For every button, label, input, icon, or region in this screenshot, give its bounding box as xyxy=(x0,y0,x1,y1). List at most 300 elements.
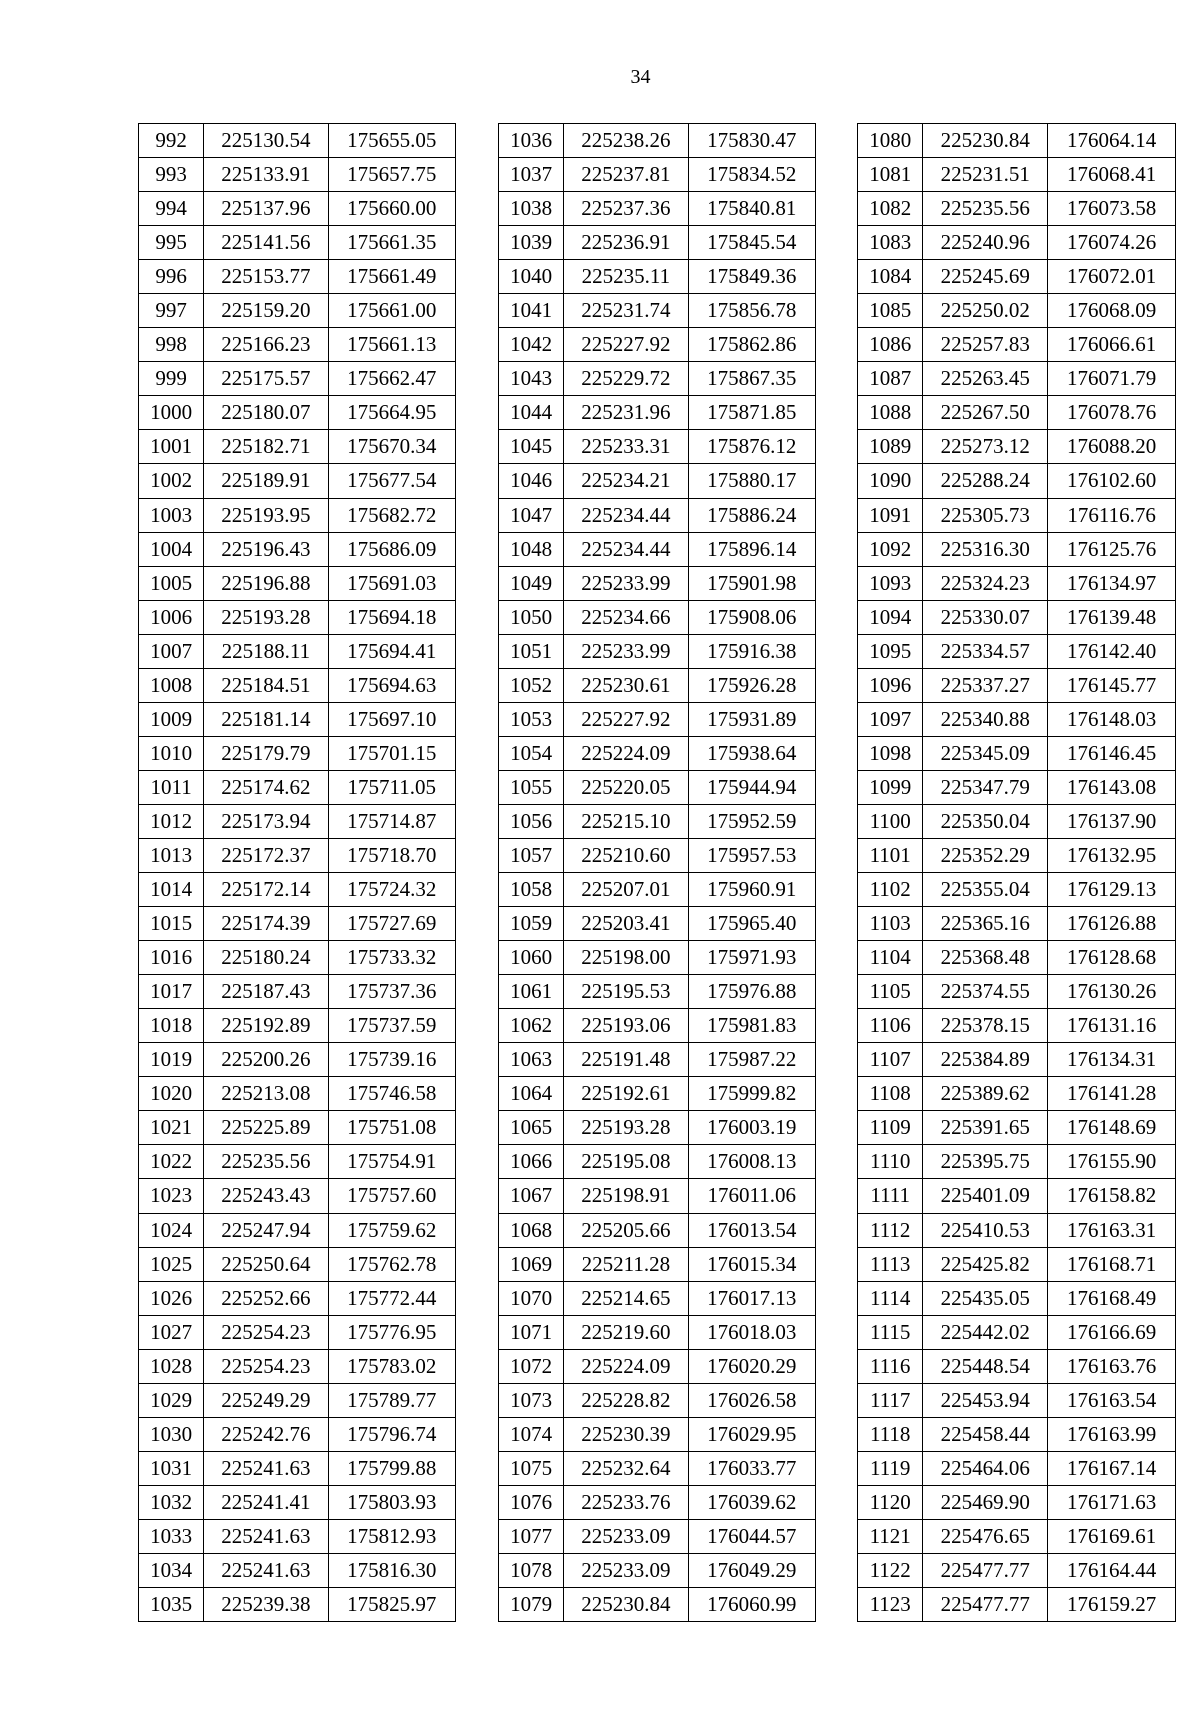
x-coordinate-cell: 225193.06 xyxy=(564,1009,688,1043)
y-coordinate-cell: 176167.14 xyxy=(1048,1451,1176,1485)
y-coordinate-cell: 175662.47 xyxy=(328,362,455,396)
x-coordinate-cell: 225469.90 xyxy=(923,1485,1048,1519)
y-coordinate-cell: 176145.77 xyxy=(1048,668,1176,702)
y-coordinate-cell: 175845.54 xyxy=(688,226,815,260)
table-row xyxy=(858,1315,1176,1349)
table-row xyxy=(499,158,816,192)
y-coordinate-cell: 176128.68 xyxy=(1048,941,1176,975)
x-coordinate-cell: 225395.75 xyxy=(923,1145,1048,1179)
table-row xyxy=(499,1553,816,1587)
point-number-cell: 1049 xyxy=(499,566,564,600)
table-row xyxy=(499,668,816,702)
table-row xyxy=(499,294,816,328)
x-coordinate-cell: 225249.29 xyxy=(204,1383,328,1417)
point-number-cell: 1123 xyxy=(858,1588,923,1622)
point-number-cell: 1001 xyxy=(139,430,204,464)
x-coordinate-cell: 225211.28 xyxy=(564,1247,688,1281)
table-row xyxy=(858,1281,1176,1315)
point-number-cell: 1041 xyxy=(499,294,564,328)
y-coordinate-cell: 176039.62 xyxy=(688,1485,815,1519)
point-number-cell: 1062 xyxy=(499,1009,564,1043)
x-coordinate-cell: 225166.23 xyxy=(204,328,328,362)
x-coordinate-cell: 225200.26 xyxy=(204,1043,328,1077)
y-coordinate-cell: 176064.14 xyxy=(1048,124,1176,158)
y-coordinate-cell: 175670.34 xyxy=(328,430,455,464)
point-number-cell: 1051 xyxy=(499,634,564,668)
table-row xyxy=(499,736,816,770)
x-coordinate-cell: 225180.24 xyxy=(204,941,328,975)
table-row xyxy=(858,396,1176,430)
x-coordinate-cell: 225241.63 xyxy=(204,1519,328,1553)
y-coordinate-cell: 176148.69 xyxy=(1048,1111,1176,1145)
x-coordinate-cell: 225237.81 xyxy=(564,158,688,192)
point-number-cell: 1035 xyxy=(139,1588,204,1622)
y-coordinate-cell: 176166.69 xyxy=(1048,1315,1176,1349)
x-coordinate-cell: 225228.82 xyxy=(564,1383,688,1417)
y-coordinate-cell: 176102.60 xyxy=(1048,464,1176,498)
point-number-cell: 1022 xyxy=(139,1145,204,1179)
point-number-cell: 1036 xyxy=(499,124,564,158)
table-row xyxy=(499,941,816,975)
x-coordinate-cell: 225236.91 xyxy=(564,226,688,260)
y-coordinate-cell: 175686.09 xyxy=(328,532,455,566)
y-coordinate-cell: 176008.13 xyxy=(688,1145,815,1179)
point-number-cell: 1076 xyxy=(499,1485,564,1519)
y-coordinate-cell: 176134.97 xyxy=(1048,566,1176,600)
x-coordinate-cell: 225207.01 xyxy=(564,873,688,907)
x-coordinate-cell: 225250.64 xyxy=(204,1247,328,1281)
y-coordinate-cell: 175871.85 xyxy=(688,396,815,430)
y-coordinate-cell: 176169.61 xyxy=(1048,1519,1176,1553)
x-coordinate-cell: 225230.39 xyxy=(564,1417,688,1451)
y-coordinate-cell: 176143.08 xyxy=(1048,770,1176,804)
x-coordinate-cell: 225224.09 xyxy=(564,1349,688,1383)
x-coordinate-cell: 225237.36 xyxy=(564,192,688,226)
table-row xyxy=(139,1383,456,1417)
x-coordinate-cell: 225389.62 xyxy=(923,1077,1048,1111)
y-coordinate-cell: 175718.70 xyxy=(328,838,455,872)
y-coordinate-cell: 175746.58 xyxy=(328,1077,455,1111)
point-number-cell: 1038 xyxy=(499,192,564,226)
point-number-cell: 1074 xyxy=(499,1417,564,1451)
point-number-cell: 1033 xyxy=(139,1519,204,1553)
x-coordinate-cell: 225374.55 xyxy=(923,975,1048,1009)
y-coordinate-cell: 175759.62 xyxy=(328,1213,455,1247)
table-row xyxy=(499,804,816,838)
x-coordinate-cell: 225172.14 xyxy=(204,873,328,907)
table-row xyxy=(858,1077,1176,1111)
point-number-cell: 1032 xyxy=(139,1485,204,1519)
table-row xyxy=(139,1247,456,1281)
table-row xyxy=(139,1485,456,1519)
x-coordinate-cell: 225215.10 xyxy=(564,804,688,838)
x-coordinate-cell: 225184.51 xyxy=(204,668,328,702)
y-coordinate-cell: 175655.05 xyxy=(328,124,455,158)
x-coordinate-cell: 225345.09 xyxy=(923,736,1048,770)
table-row xyxy=(499,1077,816,1111)
y-coordinate-cell: 176029.95 xyxy=(688,1417,815,1451)
y-coordinate-cell: 176129.13 xyxy=(1048,873,1176,907)
table-row xyxy=(139,1009,456,1043)
point-number-cell: 1070 xyxy=(499,1281,564,1315)
y-coordinate-cell: 175931.89 xyxy=(688,702,815,736)
point-number-cell: 1098 xyxy=(858,736,923,770)
x-coordinate-cell: 225305.73 xyxy=(923,498,1048,532)
x-coordinate-cell: 225476.65 xyxy=(923,1519,1048,1553)
point-number-cell: 992 xyxy=(139,124,204,158)
y-coordinate-cell: 176125.76 xyxy=(1048,532,1176,566)
y-coordinate-cell: 175849.36 xyxy=(688,260,815,294)
point-number-cell: 1080 xyxy=(858,124,923,158)
table-row xyxy=(139,226,456,260)
table-row xyxy=(139,668,456,702)
table-row xyxy=(139,1111,456,1145)
point-number-cell: 1112 xyxy=(858,1213,923,1247)
x-coordinate-cell: 225334.57 xyxy=(923,634,1048,668)
x-coordinate-cell: 225233.09 xyxy=(564,1519,688,1553)
x-coordinate-cell: 225241.63 xyxy=(204,1553,328,1587)
point-number-cell: 1115 xyxy=(858,1315,923,1349)
table-row xyxy=(139,192,456,226)
x-coordinate-cell: 225233.76 xyxy=(564,1485,688,1519)
point-number-cell: 1014 xyxy=(139,873,204,907)
x-coordinate-cell: 225250.02 xyxy=(923,294,1048,328)
y-coordinate-cell: 175661.35 xyxy=(328,226,455,260)
table-row xyxy=(499,192,816,226)
point-number-cell: 994 xyxy=(139,192,204,226)
y-coordinate-cell: 176071.79 xyxy=(1048,362,1176,396)
point-number-cell: 1006 xyxy=(139,600,204,634)
x-coordinate-cell: 225378.15 xyxy=(923,1009,1048,1043)
point-number-cell: 1025 xyxy=(139,1247,204,1281)
x-coordinate-cell: 225224.09 xyxy=(564,736,688,770)
x-coordinate-cell: 225213.08 xyxy=(204,1077,328,1111)
table-row xyxy=(139,532,456,566)
table-row xyxy=(858,1485,1176,1519)
point-number-cell: 1111 xyxy=(858,1179,923,1213)
table-row xyxy=(858,1247,1176,1281)
point-number-cell: 1077 xyxy=(499,1519,564,1553)
point-number-cell: 1122 xyxy=(858,1553,923,1587)
x-coordinate-cell: 225175.57 xyxy=(204,362,328,396)
y-coordinate-cell: 175981.83 xyxy=(688,1009,815,1043)
table-row xyxy=(139,1213,456,1247)
point-number-cell: 1044 xyxy=(499,396,564,430)
point-number-cell: 1104 xyxy=(858,941,923,975)
table-row xyxy=(858,600,1176,634)
x-coordinate-cell: 225257.83 xyxy=(923,328,1048,362)
y-coordinate-cell: 176134.31 xyxy=(1048,1043,1176,1077)
point-number-cell: 1081 xyxy=(858,158,923,192)
x-coordinate-cell: 225182.71 xyxy=(204,430,328,464)
table-row xyxy=(139,1043,456,1077)
point-number-cell: 1089 xyxy=(858,430,923,464)
y-coordinate-cell: 175799.88 xyxy=(328,1451,455,1485)
table-row xyxy=(858,1213,1176,1247)
table-row xyxy=(139,634,456,668)
x-coordinate-cell: 225267.50 xyxy=(923,396,1048,430)
y-coordinate-cell: 176131.16 xyxy=(1048,1009,1176,1043)
table-row xyxy=(139,260,456,294)
x-coordinate-cell: 225234.66 xyxy=(564,600,688,634)
y-coordinate-cell: 176088.20 xyxy=(1048,430,1176,464)
table-body xyxy=(858,124,1176,1622)
x-coordinate-cell: 225231.96 xyxy=(564,396,688,430)
x-coordinate-cell: 225347.79 xyxy=(923,770,1048,804)
x-coordinate-cell: 225241.41 xyxy=(204,1485,328,1519)
y-coordinate-cell: 176020.29 xyxy=(688,1349,815,1383)
table-row xyxy=(858,260,1176,294)
table-row xyxy=(499,907,816,941)
point-number-cell: 1108 xyxy=(858,1077,923,1111)
point-number-cell: 1043 xyxy=(499,362,564,396)
y-coordinate-cell: 175862.86 xyxy=(688,328,815,362)
point-number-cell: 1060 xyxy=(499,941,564,975)
point-number-cell: 1019 xyxy=(139,1043,204,1077)
x-coordinate-cell: 225337.27 xyxy=(923,668,1048,702)
y-coordinate-cell: 176142.40 xyxy=(1048,634,1176,668)
x-coordinate-cell: 225233.99 xyxy=(564,566,688,600)
y-coordinate-cell: 175908.06 xyxy=(688,600,815,634)
coordinate-table-3 xyxy=(857,123,1176,1622)
y-coordinate-cell: 175733.32 xyxy=(328,941,455,975)
y-coordinate-cell: 175965.40 xyxy=(688,907,815,941)
table-row xyxy=(499,328,816,362)
y-coordinate-cell: 175938.64 xyxy=(688,736,815,770)
point-number-cell: 1095 xyxy=(858,634,923,668)
table-row xyxy=(858,1417,1176,1451)
table-row xyxy=(858,1111,1176,1145)
x-coordinate-cell: 225425.82 xyxy=(923,1247,1048,1281)
x-coordinate-cell: 225435.05 xyxy=(923,1281,1048,1315)
y-coordinate-cell: 175926.28 xyxy=(688,668,815,702)
x-coordinate-cell: 225242.76 xyxy=(204,1417,328,1451)
point-number-cell: 1053 xyxy=(499,702,564,736)
x-coordinate-cell: 225288.24 xyxy=(923,464,1048,498)
point-number-cell: 1113 xyxy=(858,1247,923,1281)
y-coordinate-cell: 175796.74 xyxy=(328,1417,455,1451)
table-row xyxy=(858,294,1176,328)
point-number-cell: 1000 xyxy=(139,396,204,430)
point-number-cell: 1039 xyxy=(499,226,564,260)
x-coordinate-cell: 225153.77 xyxy=(204,260,328,294)
y-coordinate-cell: 176017.13 xyxy=(688,1281,815,1315)
y-coordinate-cell: 175664.95 xyxy=(328,396,455,430)
y-coordinate-cell: 176126.88 xyxy=(1048,907,1176,941)
table-row xyxy=(499,1315,816,1349)
point-number-cell: 1017 xyxy=(139,975,204,1009)
table-row xyxy=(858,907,1176,941)
table-row xyxy=(499,430,816,464)
point-number-cell: 1068 xyxy=(499,1213,564,1247)
point-number-cell: 1050 xyxy=(499,600,564,634)
table-row xyxy=(139,362,456,396)
y-coordinate-cell: 175737.59 xyxy=(328,1009,455,1043)
y-coordinate-cell: 175976.88 xyxy=(688,975,815,1009)
point-number-cell: 1010 xyxy=(139,736,204,770)
point-number-cell: 1097 xyxy=(858,702,923,736)
x-coordinate-cell: 225235.11 xyxy=(564,260,688,294)
point-number-cell: 1034 xyxy=(139,1553,204,1587)
x-coordinate-cell: 225233.09 xyxy=(564,1553,688,1587)
point-number-cell: 1045 xyxy=(499,430,564,464)
y-coordinate-cell: 176116.76 xyxy=(1048,498,1176,532)
y-coordinate-cell: 176139.48 xyxy=(1048,600,1176,634)
table-row xyxy=(139,975,456,1009)
point-number-cell: 1008 xyxy=(139,668,204,702)
table-row xyxy=(858,1043,1176,1077)
table-row xyxy=(139,1145,456,1179)
point-number-cell: 1087 xyxy=(858,362,923,396)
table-row xyxy=(139,396,456,430)
table-row xyxy=(858,1553,1176,1587)
y-coordinate-cell: 176033.77 xyxy=(688,1451,815,1485)
point-number-cell: 1015 xyxy=(139,907,204,941)
y-coordinate-cell: 175776.95 xyxy=(328,1315,455,1349)
table-row xyxy=(858,873,1176,907)
point-number-cell: 1040 xyxy=(499,260,564,294)
point-number-cell: 1031 xyxy=(139,1451,204,1485)
table-row xyxy=(139,328,456,362)
table-row xyxy=(858,975,1176,1009)
x-coordinate-cell: 225324.23 xyxy=(923,566,1048,600)
table-body xyxy=(139,124,456,1622)
table-row xyxy=(139,804,456,838)
y-coordinate-cell: 175896.14 xyxy=(688,532,815,566)
y-coordinate-cell: 175661.00 xyxy=(328,294,455,328)
y-coordinate-cell: 175694.41 xyxy=(328,634,455,668)
y-coordinate-cell: 175960.91 xyxy=(688,873,815,907)
x-coordinate-cell: 225227.92 xyxy=(564,328,688,362)
x-coordinate-cell: 225235.56 xyxy=(204,1145,328,1179)
y-coordinate-cell: 175971.93 xyxy=(688,941,815,975)
point-number-cell: 999 xyxy=(139,362,204,396)
point-number-cell: 1058 xyxy=(499,873,564,907)
x-coordinate-cell: 225240.96 xyxy=(923,226,1048,260)
y-coordinate-cell: 175751.08 xyxy=(328,1111,455,1145)
point-number-cell: 1110 xyxy=(858,1145,923,1179)
table-row xyxy=(499,634,816,668)
table-row xyxy=(499,600,816,634)
x-coordinate-cell: 225159.20 xyxy=(204,294,328,328)
y-coordinate-cell: 175999.82 xyxy=(688,1077,815,1111)
point-number-cell: 1011 xyxy=(139,770,204,804)
point-number-cell: 1099 xyxy=(858,770,923,804)
x-coordinate-cell: 225477.77 xyxy=(923,1588,1048,1622)
x-coordinate-cell: 225227.92 xyxy=(564,702,688,736)
table-row xyxy=(139,1077,456,1111)
x-coordinate-cell: 225191.48 xyxy=(564,1043,688,1077)
point-number-cell: 997 xyxy=(139,294,204,328)
table-row xyxy=(499,770,816,804)
table-row xyxy=(139,1179,456,1213)
point-number-cell: 1028 xyxy=(139,1349,204,1383)
point-number-cell: 1079 xyxy=(499,1588,564,1622)
y-coordinate-cell: 176068.09 xyxy=(1048,294,1176,328)
table-row xyxy=(858,362,1176,396)
point-number-cell: 1101 xyxy=(858,838,923,872)
point-number-cell: 1037 xyxy=(499,158,564,192)
table-row xyxy=(139,1417,456,1451)
table-row xyxy=(858,1451,1176,1485)
table-row xyxy=(499,226,816,260)
point-number-cell: 1016 xyxy=(139,941,204,975)
point-number-cell: 1121 xyxy=(858,1519,923,1553)
y-coordinate-cell: 175901.98 xyxy=(688,566,815,600)
table-row xyxy=(858,770,1176,804)
y-coordinate-cell: 176130.26 xyxy=(1048,975,1176,1009)
table-row xyxy=(858,668,1176,702)
y-coordinate-cell: 175714.87 xyxy=(328,804,455,838)
table-row xyxy=(499,975,816,1009)
table-row xyxy=(139,702,456,736)
x-coordinate-cell: 225316.30 xyxy=(923,532,1048,566)
table-row xyxy=(858,1009,1176,1043)
table-row xyxy=(139,498,456,532)
table-row xyxy=(499,362,816,396)
x-coordinate-cell: 225458.44 xyxy=(923,1417,1048,1451)
table-row xyxy=(499,1519,816,1553)
table-row xyxy=(499,702,816,736)
x-coordinate-cell: 225196.43 xyxy=(204,532,328,566)
x-coordinate-cell: 225195.53 xyxy=(564,975,688,1009)
y-coordinate-cell: 175754.91 xyxy=(328,1145,455,1179)
point-number-cell: 1064 xyxy=(499,1077,564,1111)
x-coordinate-cell: 225247.94 xyxy=(204,1213,328,1247)
table-row xyxy=(499,1417,816,1451)
point-number-cell: 993 xyxy=(139,158,204,192)
x-coordinate-cell: 225254.23 xyxy=(204,1315,328,1349)
point-number-cell: 1042 xyxy=(499,328,564,362)
point-number-cell: 1084 xyxy=(858,260,923,294)
x-coordinate-cell: 225391.65 xyxy=(923,1111,1048,1145)
table-row xyxy=(858,328,1176,362)
table-row xyxy=(858,566,1176,600)
point-number-cell: 1026 xyxy=(139,1281,204,1315)
table-row xyxy=(858,430,1176,464)
table-row xyxy=(139,907,456,941)
point-number-cell: 1021 xyxy=(139,1111,204,1145)
y-coordinate-cell: 176026.58 xyxy=(688,1383,815,1417)
coordinate-table-2 xyxy=(498,123,816,1622)
y-coordinate-cell: 176013.54 xyxy=(688,1213,815,1247)
x-coordinate-cell: 225214.65 xyxy=(564,1281,688,1315)
x-coordinate-cell: 225252.66 xyxy=(204,1281,328,1315)
table-row xyxy=(139,838,456,872)
table-body xyxy=(499,124,816,1622)
y-coordinate-cell: 176137.90 xyxy=(1048,804,1176,838)
table-row xyxy=(139,158,456,192)
y-coordinate-cell: 176018.03 xyxy=(688,1315,815,1349)
y-coordinate-cell: 175762.78 xyxy=(328,1247,455,1281)
table-row xyxy=(499,1588,816,1622)
point-number-cell: 1109 xyxy=(858,1111,923,1145)
y-coordinate-cell: 175783.02 xyxy=(328,1349,455,1383)
y-coordinate-cell: 175677.54 xyxy=(328,464,455,498)
point-number-cell: 1018 xyxy=(139,1009,204,1043)
point-number-cell: 996 xyxy=(139,260,204,294)
y-coordinate-cell: 176164.44 xyxy=(1048,1553,1176,1587)
x-coordinate-cell: 225195.08 xyxy=(564,1145,688,1179)
point-number-cell: 1083 xyxy=(858,226,923,260)
y-coordinate-cell: 175825.97 xyxy=(328,1588,455,1622)
x-coordinate-cell: 225173.94 xyxy=(204,804,328,838)
y-coordinate-cell: 175834.52 xyxy=(688,158,815,192)
point-number-cell: 1120 xyxy=(858,1485,923,1519)
x-coordinate-cell: 225174.62 xyxy=(204,770,328,804)
x-coordinate-cell: 225196.88 xyxy=(204,566,328,600)
point-number-cell: 1007 xyxy=(139,634,204,668)
